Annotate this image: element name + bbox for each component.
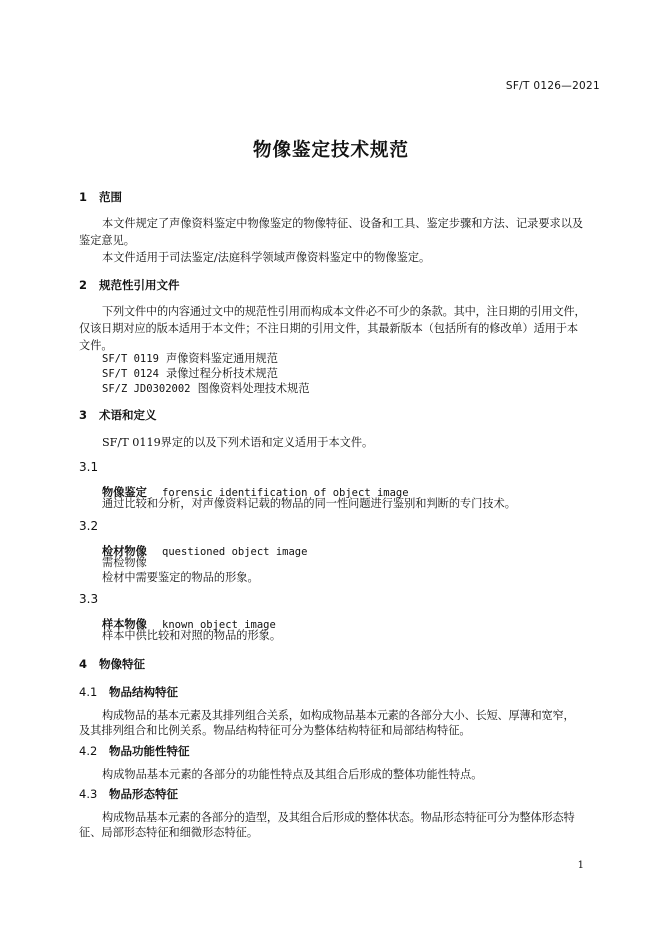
subsection-heading [79,743,190,759]
subsection-title: 物品形态特征 [109,787,178,801]
section-title: 物像特征 [99,657,145,671]
term-english: questioned object image [162,546,308,558]
s2-para1-line2: 仅该日期对应的版本适用于本文件；不注日期的引用文件，其最新版本（包括所有的修改单）适用于本 [79,322,578,335]
reference-name: 录像过程分析技术规范 [166,367,278,380]
section-number: 4 [79,657,88,671]
subsection-title: 物品结构特征 [109,685,178,699]
s4-2-line1: 构成物品基本元素的各部分的功能性特点及其组合后形成的整体功能性特点。 [102,768,483,781]
term-chinese: 物像鉴定 [102,486,147,499]
term-chinese: 检材物像 [102,545,147,558]
section-number: 1 [79,190,88,204]
term-definition: 通过比较和分析，对声像资料记载的物品的同一性问题进行鉴别和判断的专门技术。 [102,497,516,510]
s4-1-line1: 构成物品的基本元素及其排列组合关系，如构成物品基本元素的各部分大小、长短、厚薄和宽窄， [102,709,575,722]
s1-para1-line1: 本文件规定了声像资料鉴定中物像鉴定的物像特征、设备和工具、鉴定步骤和方法、记录要求以及 [102,217,584,230]
reference-code: SF/Z JD0302002 [102,383,191,395]
section-4-heading [79,656,145,672]
section-number: 2 [79,278,88,292]
subsection-title: 物品功能性特征 [109,744,190,758]
reference-item [102,380,310,398]
term-english: known object image [162,619,276,631]
clause-number: 3.2 [79,519,99,533]
reference-code: SF/T 0124 [102,368,159,380]
standard-number: SF/T 0126—2021 [505,80,600,92]
term-definition: 检材中需要鉴定的物品的形象。 [102,571,259,584]
term-definition: 样本中供比较和对照的物品的形象。 [102,629,282,642]
reference-code: SF/T 0119 [102,353,159,365]
subsection-number: 4.2 [79,744,98,758]
section-number: 3 [79,408,88,422]
document-title: 物像鉴定技术规范 [252,140,409,161]
section-2-heading [79,277,180,293]
term-alternative: 需检物像 [102,556,147,569]
clause-number: 3.1 [79,460,99,474]
s4-3-line1: 构成物品基本元素的各部分的造型，及其组合后形成的整体状态。物品形态特征可分为整体形态特 [102,811,575,824]
s1-para1-line2: 鉴定意见。 [79,234,135,247]
section-1-heading [79,189,122,205]
section-3-heading [79,407,157,423]
reference-name: 声像资料鉴定通用规范 [166,352,278,365]
subsection-number: 4.1 [79,685,98,699]
section-title: 范围 [99,190,122,204]
term-chinese: 样本物像 [102,618,147,631]
subsection-number: 4.3 [79,787,98,801]
section-title: 术语和定义 [99,408,157,422]
clause-number: 3.3 [79,592,99,606]
section-title: 规范性引用文件 [99,278,180,292]
subsection-heading [79,684,178,700]
s2-para1-line1: 下列文件中的内容通过文中的规范性引用而构成本文件必不可少的条款。其中，注日期的引用文件， [102,305,586,318]
term-english: forensic identification of object image [162,487,409,499]
s4-3-line2: 征、局部形态特征和细微形态特征。 [79,826,259,839]
subsection-heading [79,786,178,802]
reference-name: 图像资料处理技术规范 [197,382,310,395]
s1-para2: 本文件适用于司法鉴定/法庭科学领域声像资料鉴定中的物像鉴定。 [102,251,431,264]
s4-1-line2: 及其排列组合和比例关系。物品结构特征可分为整体结构特征和局部结构特征。 [79,724,471,737]
s2-para1-line3: 文件。 [79,339,113,352]
s3-intro: SF/T 0119界定的以及下列术语和定义适用于本文件。 [102,436,374,449]
page-number: 1 [577,860,584,871]
